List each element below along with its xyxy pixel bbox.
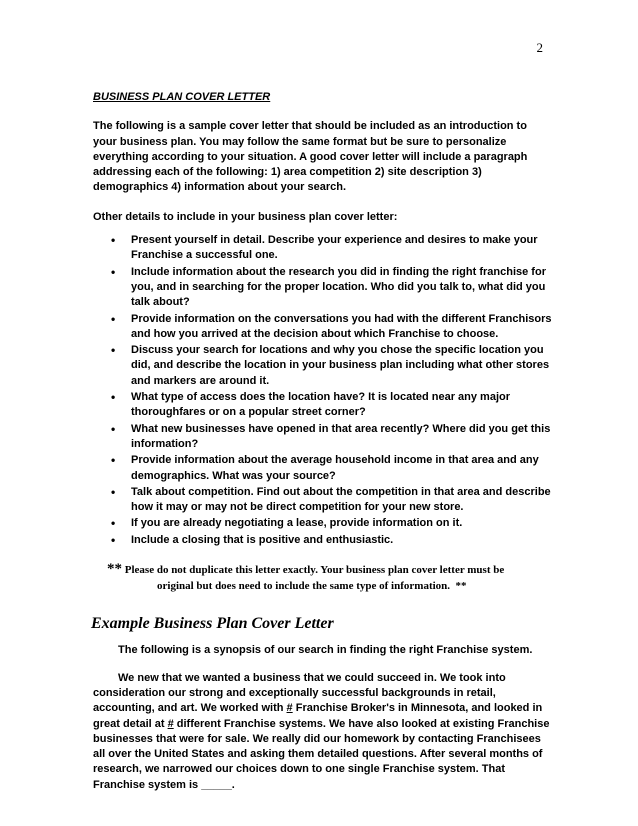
research-part-2: Franchise Broker's in Minnesota, and looked in great detail at <box>93 702 543 730</box>
broker-count-blank: # <box>286 702 293 715</box>
intro-paragraph: The following is a sample cover letter that should be included as an introduction to your business plan. You may follow the same format but be sure to personalize everything according to your situation. A good cover letter will include a paragraph addressing each of the following: 1) area competition 2) site description 3) demographics 4) information about your search. <box>93 120 528 194</box>
bullet-item: • Provide information on the conversations you had with the different Franchisors and how you arrived at the decision about which Franchise to choose. <box>131 312 553 343</box>
note-line-1: Please do not duplicate this letter exactly. Your business plan cover letter must be <box>124 564 505 577</box>
research-part-1: We new that we wanted a business that we could succeed in. We took into consideration our strong and exceptionally successful backgrounds in retail, accounting, and art. We worked with <box>93 671 506 715</box>
section-heading: BUSINESS PLAN COVER LETTER <box>93 91 271 103</box>
note-line-2-wrap <box>107 578 553 594</box>
system-count-blank: # <box>167 717 174 730</box>
note-stars-close: ** <box>455 580 467 593</box>
bullet-item: • Talk about competition. Find out about the competition in that area and describe how it may or may not be direct competition for your new store. <box>131 485 553 516</box>
research-paragraph <box>93 671 553 793</box>
duplication-note <box>107 561 553 594</box>
synopsis-end: . <box>529 644 533 657</box>
bullet-item: • Provide information about the average household income in that area and any demographics. What was your source? <box>131 453 553 484</box>
page-number: 2 <box>536 40 543 55</box>
document-body <box>93 90 553 793</box>
note-stars-open: ** <box>107 561 122 578</box>
bullet-item: • Include information about the research you did in finding the right franchise for you, and in searching for the proper location. Who did you talk to, what did you talk about? <box>131 265 553 311</box>
bullet-item: • Discuss your search for locations and why you chose the specific location you did, and describe the location in your business plan including what other stores and markers are around it. <box>131 343 553 389</box>
synopsis-paragraph <box>93 643 553 658</box>
bullet-item: • What new businesses have opened in that area recently? Where did you get this information? <box>131 422 553 453</box>
bullet-item: • Present yourself in detail. Describe your experience and desires to make your Franchise a successful one. <box>131 233 553 264</box>
bullet-item: • What type of access does the location have? It is located near any major thoroughfares or on a popular street corner? <box>131 390 553 421</box>
synopsis-text: The following is a synopsis of our search in finding the right Franchise system <box>118 644 530 657</box>
other-details-label: Other details to include in your business plan cover letter: <box>93 210 398 223</box>
bullet-item: • If you are already negotiating a lease, provide information on it. <box>131 516 553 531</box>
note-line-2: original but does need to include the same type of information. <box>157 580 451 593</box>
example-title: Example Business Plan Cover Letter <box>91 615 334 633</box>
bullet-item: • Include a closing that is positive and enthusiastic. <box>131 533 553 548</box>
details-bullet-list <box>93 233 553 548</box>
research-part-3: different Franchise systems. We have also looked at existing Franchise businesses that were for sale. We really did our homework by contacting Franchisees all over the United States and asking them detailed questions. After several months of research, we narrowed our choices down to one single Franchise system. That Franchise system is _____. <box>93 717 550 791</box>
